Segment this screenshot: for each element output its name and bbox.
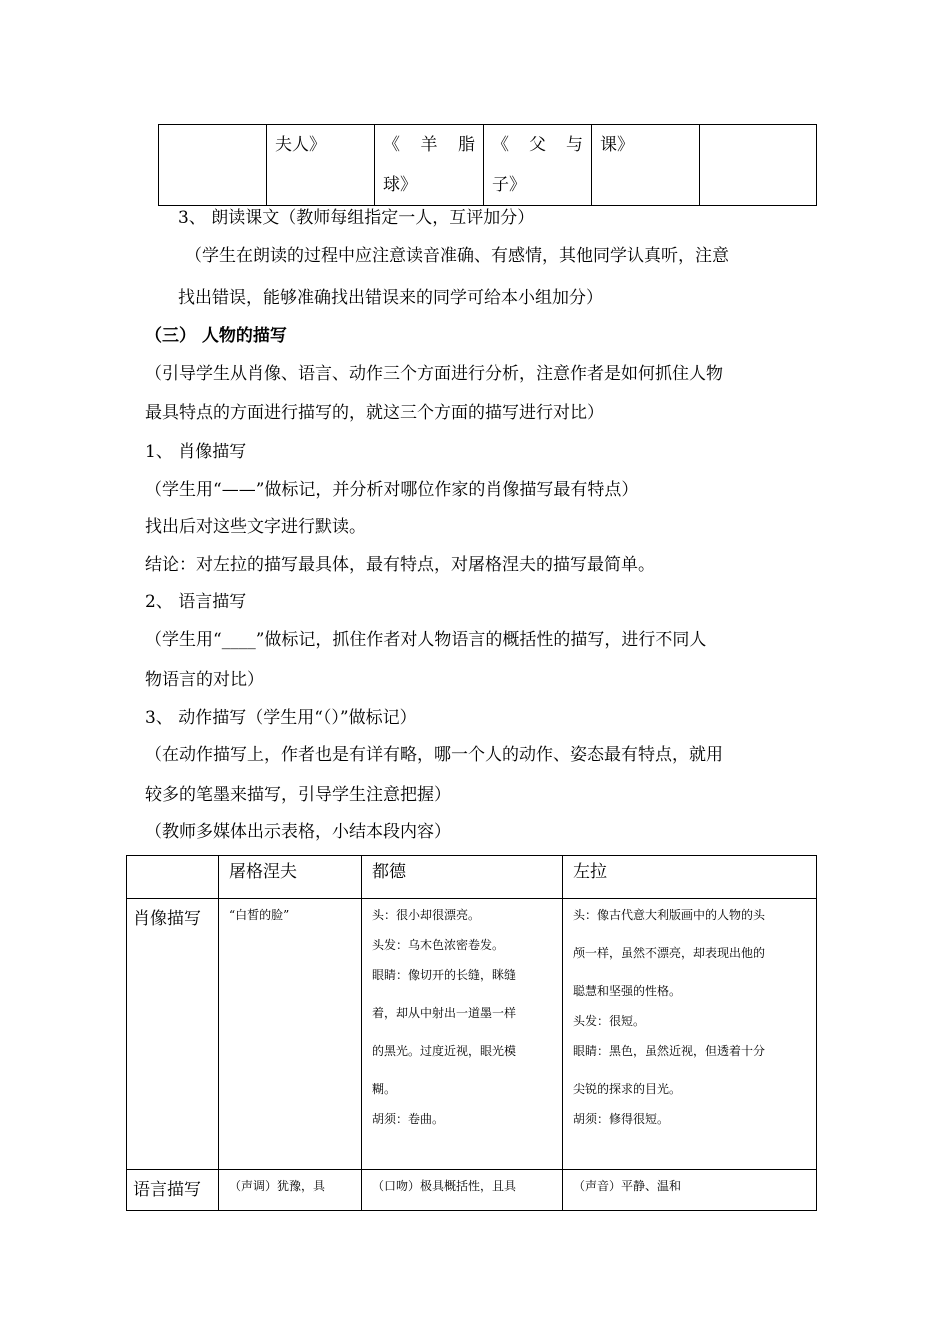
table-header-cell: 左拉 xyxy=(563,856,817,899)
cell-line: 胡须：卷曲。 xyxy=(372,1112,445,1126)
paragraph: （学生用“____”做标记，抓住作者对人物语言的概括性的描写，进行不同人 xyxy=(145,630,707,650)
top-table-cell: 《 羊 脂 球》 xyxy=(375,125,484,206)
paragraph: 找出后对这些文字进行默读。 xyxy=(145,517,366,537)
cell-line: （口吻）极具概括性，且具 xyxy=(372,1179,517,1193)
paragraph: 2、 语言描写 xyxy=(145,592,247,612)
table-cell xyxy=(362,899,563,1170)
table-row xyxy=(127,1170,817,1211)
cell-line: 着，却从中射出一道墨一样 xyxy=(372,1006,517,1020)
table-header-cell: 都德 xyxy=(362,856,563,899)
cell-line: 尖锐的探求的目光。 xyxy=(573,1082,682,1096)
paragraph: 较多的笔墨来描写，引导学生注意把握） xyxy=(145,785,451,805)
table-header-row xyxy=(127,856,817,899)
cell-line: 头：像古代意大利版画中的人物的头 xyxy=(573,908,766,922)
table-cell xyxy=(362,1170,563,1211)
table-cell xyxy=(219,1170,362,1211)
section-heading: （三） 人物的描写 xyxy=(145,326,287,346)
cell-line: （声音）平静、温和 xyxy=(573,1179,682,1193)
top-table-cell xyxy=(700,125,817,206)
paragraph: 3、 动作描写（学生用“（）”做标记） xyxy=(145,708,417,728)
row-label: 肖像描写 xyxy=(127,899,219,1170)
cell-line: 的黑光。过度近视，眼光模 xyxy=(372,1044,517,1058)
table-cell xyxy=(563,899,817,1170)
paragraph: （学生用“——”做标记，并分析对哪位作家的肖像描写最有特点） xyxy=(145,480,639,500)
paragraph: 找出错误，能够准确找出错误来的同学可给本小组加分） xyxy=(178,288,603,308)
cell-line: 头：很小却很漂亮。 xyxy=(372,908,481,922)
table-header-cell: 屠格涅夫 xyxy=(219,856,362,899)
paragraph: （引导学生从肖像、语言、动作三个方面进行分析，注意作者是如何抓住人物 xyxy=(145,364,723,384)
summary-table xyxy=(126,855,817,1211)
cell-line: 胡须：修得很短。 xyxy=(573,1112,670,1126)
cell-line: 颅一样，虽然不漂亮，却表现出他的 xyxy=(573,946,766,960)
cell-line: “白皙的脸” xyxy=(229,908,290,922)
table-cell xyxy=(563,1170,817,1211)
paragraph: 1、 肖像描写 xyxy=(145,442,247,462)
cell-line: 眼睛：黑色，虽然近视，但透着十分 xyxy=(573,1044,766,1058)
top-table-fragment xyxy=(158,124,817,206)
table-row xyxy=(127,899,817,1170)
top-table-cell: 《 父 与 子》 xyxy=(484,125,592,206)
top-table-cell xyxy=(159,125,267,206)
cell-line: 糊。 xyxy=(372,1082,397,1096)
paragraph: 物语言的对比） xyxy=(145,670,264,690)
paragraph: （学生在朗读的过程中应注意读音准确、有感情，其他同学认真听，注意 xyxy=(185,246,729,266)
cell-line: 头发：很短。 xyxy=(573,1014,646,1028)
cell-line: （声调）犹豫，具 xyxy=(229,1179,326,1193)
cell-line: 头发：乌木色浓密卷发。 xyxy=(372,938,505,952)
paragraph: （在动作描写上，作者也是有详有略，哪一个人的动作、姿态最有特点，就用 xyxy=(145,745,723,765)
top-table-cell: 夫人》 xyxy=(267,125,375,206)
table-cell xyxy=(219,899,362,1170)
cell-line: 眼睛：像切开的长缝，眯缝 xyxy=(372,968,517,982)
table-header-cell xyxy=(127,856,219,899)
paragraph: 3、 朗读课文（教师每组指定一人，互评加分） xyxy=(178,208,535,228)
top-table-cell: 课》 xyxy=(592,125,700,206)
paragraph: （教师多媒体出示表格，小结本段内容） xyxy=(145,822,451,842)
paragraph: 最具特点的方面进行描写的，就这三个方面的描写进行对比） xyxy=(145,403,604,423)
cell-line: 聪慧和坚强的性格。 xyxy=(573,984,682,998)
paragraph: 结论：对左拉的描写最具体，最有特点，对屠格涅夫的描写最简单。 xyxy=(145,555,655,575)
row-label: 语言描写 xyxy=(127,1170,219,1211)
